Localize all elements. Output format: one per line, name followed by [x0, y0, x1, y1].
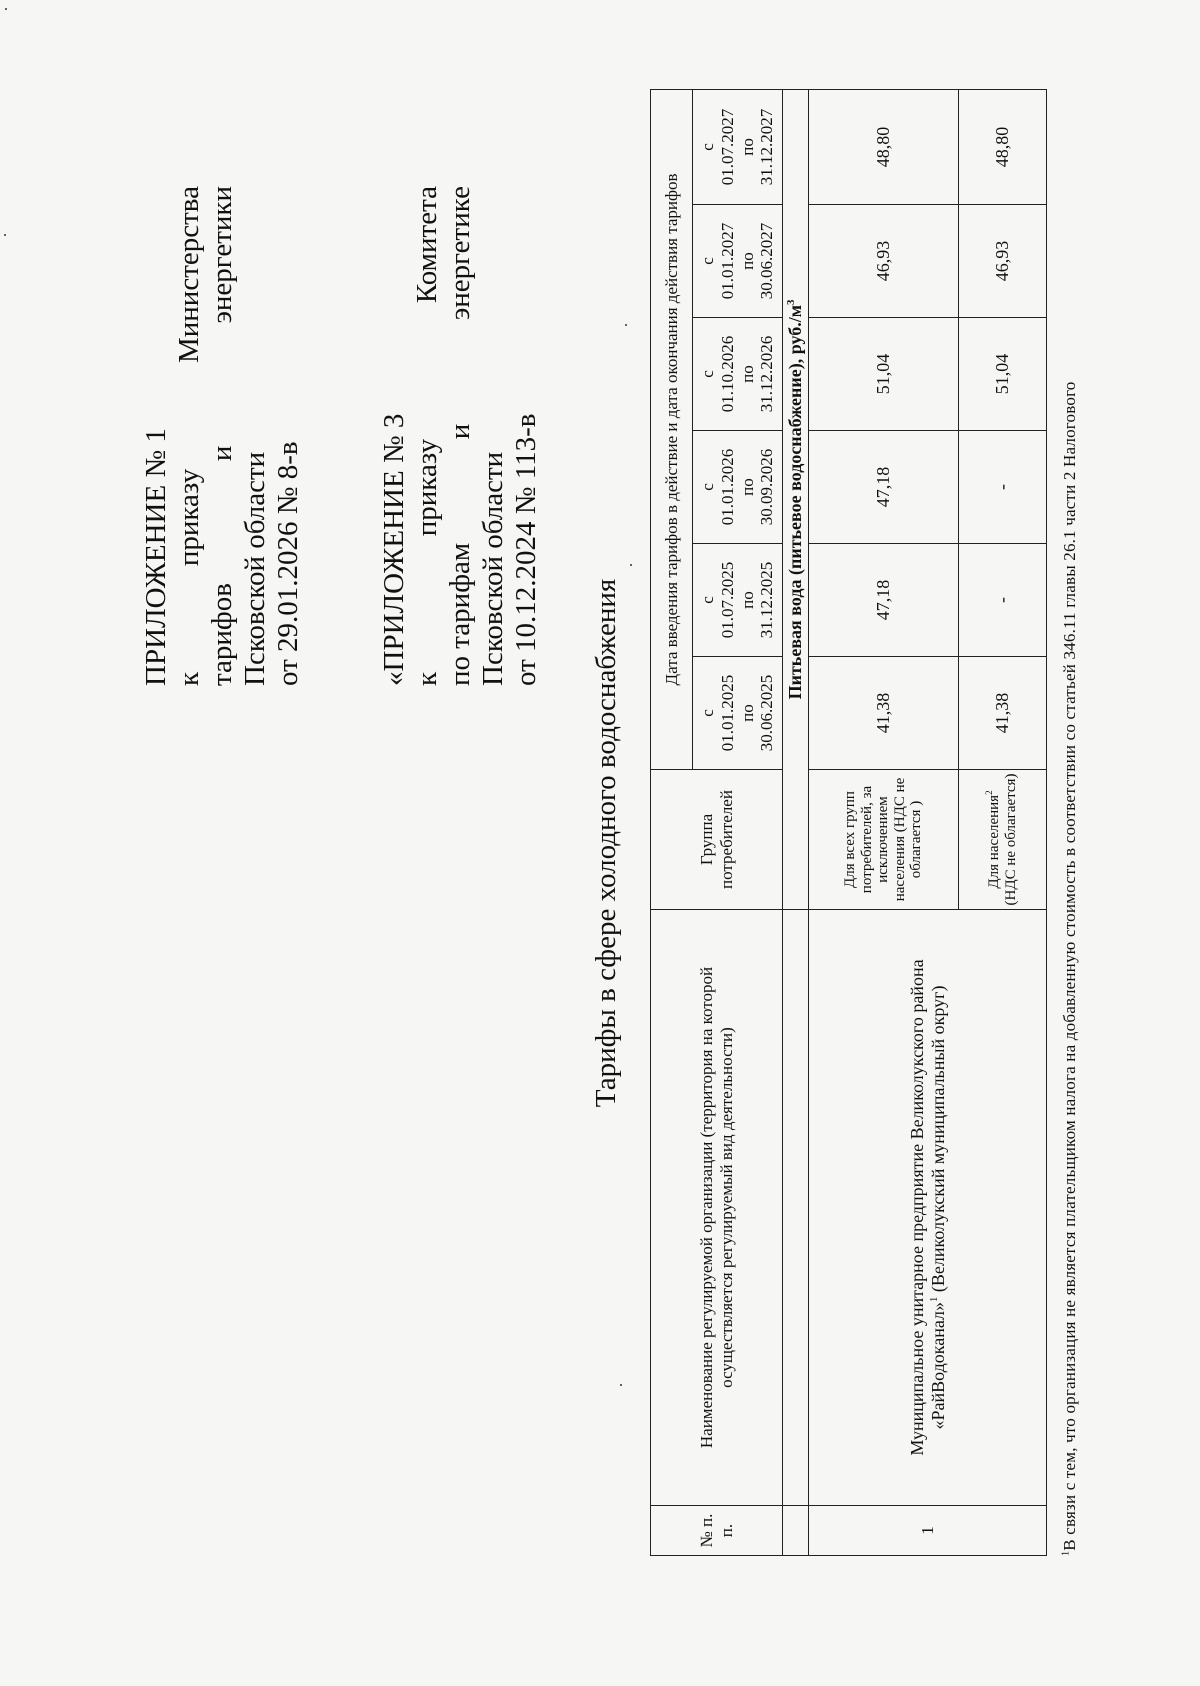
- header-num: № п. п.: [651, 1506, 783, 1556]
- tariff-value: 41,38: [959, 657, 1047, 770]
- tariff-value: -: [959, 544, 1047, 657]
- section-empty-cell: [783, 910, 809, 1506]
- org-territory: (Великолукский муниципальный округ): [927, 985, 948, 1297]
- period-to: 31.12.2025: [757, 561, 777, 639]
- scan-speck: [5, 8, 7, 10]
- tariff-value: 51,04: [809, 318, 959, 431]
- period-to: 30.06.2025: [757, 674, 777, 752]
- to-prefix: по: [737, 365, 757, 383]
- appendix-1-word: и: [206, 445, 239, 462]
- from-prefix: с: [698, 709, 718, 717]
- header-dates: Дата введения тарифов в действие и дата окончания действия тарифов: [651, 89, 693, 769]
- period-to: 30.06.2027: [757, 222, 777, 300]
- from-prefix: с: [698, 143, 718, 151]
- appendix-3-word: энергетике: [444, 186, 477, 321]
- appendix-3-line2: [444, 186, 477, 686]
- org-name-sup: 1: [927, 1296, 940, 1303]
- org-name-cell: [809, 910, 1047, 1506]
- period-cell: [693, 318, 783, 431]
- from-prefix: с: [698, 370, 718, 378]
- tariff-value: 51,04: [959, 318, 1047, 431]
- from-prefix: с: [698, 483, 718, 491]
- period-from: 01.07.2027: [717, 108, 737, 186]
- from-prefix: с: [698, 257, 718, 265]
- table-row: [809, 89, 959, 1555]
- appendix-1-line4: от 29.01.2026 № 8-в: [272, 441, 305, 686]
- period-to: 31.12.2026: [757, 335, 777, 413]
- to-prefix: по: [737, 478, 757, 496]
- period-cell: [693, 431, 783, 544]
- header-group: Группа потребителей: [651, 770, 783, 910]
- appendix-1-word: тарифов: [206, 583, 239, 686]
- org-name: Муниципальное унитарное предприятие Великолукского района «РайВодоканал»: [906, 959, 948, 1456]
- appendix-3-word: Комитета: [411, 186, 444, 304]
- appendix-1-line1: [173, 186, 206, 686]
- footnote: [1060, 90, 1080, 1556]
- to-prefix: по: [737, 704, 757, 722]
- appendix-3-line1: [411, 186, 444, 686]
- tariff-value: 46,93: [809, 205, 959, 318]
- scan-speck: [625, 324, 627, 326]
- appendix-1-word: приказу: [173, 468, 206, 567]
- appendix-1-heading: ПРИЛОЖЕНИЕ № 1: [140, 428, 172, 686]
- appendix-1-word: энергетики: [206, 186, 239, 324]
- to-prefix: по: [737, 591, 757, 609]
- appendix-3-word: и: [444, 423, 477, 440]
- period-cell: [693, 544, 783, 657]
- tariff-value: 46,93: [959, 205, 1047, 318]
- section-text: Питьевая вода (питьевое водоснабжение), руб./м: [785, 304, 806, 700]
- period-from: 01.10.2026: [717, 335, 737, 413]
- period-from: 01.01.2025: [717, 674, 737, 752]
- section-sup: 3: [785, 299, 798, 305]
- tariff-value: 48,80: [959, 89, 1047, 204]
- appendix-1-block: [140, 186, 305, 686]
- tariff-value: 41,38: [809, 657, 959, 770]
- group-label-sup: 2: [984, 790, 994, 795]
- table-header-row: [651, 89, 693, 1555]
- tariff-value: -: [959, 431, 1047, 544]
- tariff-value: 47,18: [809, 544, 959, 657]
- group-label: Для всех групп потребителей, за исключением населения (НДС не облагается ): [809, 770, 959, 910]
- appendix-3-word: приказу: [411, 438, 444, 537]
- scan-speck: [630, 564, 632, 566]
- appendix-3-word: к: [411, 671, 444, 686]
- header-org: Наименование регулируемой организации (территория на которой осуществляется регулируемый вид деятельности): [651, 910, 783, 1506]
- scan-speck: [4, 234, 6, 236]
- appendix-3-heading: «ПРИЛОЖЕНИЕ № 3: [378, 413, 410, 686]
- period-cell: [693, 89, 783, 204]
- tariff-value: 47,18: [809, 431, 959, 544]
- footnote-sup: 1: [1060, 1550, 1072, 1556]
- period-from: 01.01.2026: [717, 448, 737, 526]
- appendix-3-line4: от 10.12.2024 № 113-в: [510, 413, 543, 686]
- period-cell: [693, 205, 783, 318]
- appendix-3-line3: Псковской области: [477, 451, 510, 686]
- scan-speck: [620, 1384, 622, 1386]
- appendix-1-word: к: [173, 671, 206, 686]
- appendix-3-block: [378, 186, 543, 686]
- group-label: Для населения: [986, 794, 1002, 889]
- group-label-suffix: (НДС не облагается): [1002, 773, 1019, 906]
- from-prefix: с: [698, 596, 718, 604]
- period-from: 01.01.2027: [717, 222, 737, 300]
- period-cell: [693, 657, 783, 770]
- to-prefix: по: [737, 252, 757, 270]
- section-title: [783, 89, 809, 909]
- appendix-1-line2: [206, 186, 239, 686]
- period-to: 31.12.2027: [757, 108, 777, 186]
- tariff-value: 48,80: [809, 89, 959, 204]
- period-from: 01.07.2025: [717, 561, 737, 639]
- section-row: [783, 89, 809, 1555]
- to-prefix: по: [737, 138, 757, 156]
- section-empty-cell: [783, 1506, 809, 1556]
- row-number: 1: [809, 1506, 1047, 1556]
- group-label-cell: [959, 770, 1047, 910]
- footnote-text: В связи с тем, что организация не является плательщиком налога на добавленную стоимость в соответствии со статьей 346.11 главы 26.1 части 2 Налогового: [1060, 381, 1079, 1551]
- document-title: Тарифы в сфере холодного водоснабжения: [590, 578, 622, 1108]
- appendix-1-word: Министерства: [173, 186, 206, 364]
- tariff-table: [650, 89, 1047, 1556]
- period-to: 30.09.2026: [757, 448, 777, 526]
- appendix-3-word: по тарифам: [444, 542, 477, 686]
- appendix-1-line3: Псковской области: [239, 451, 272, 686]
